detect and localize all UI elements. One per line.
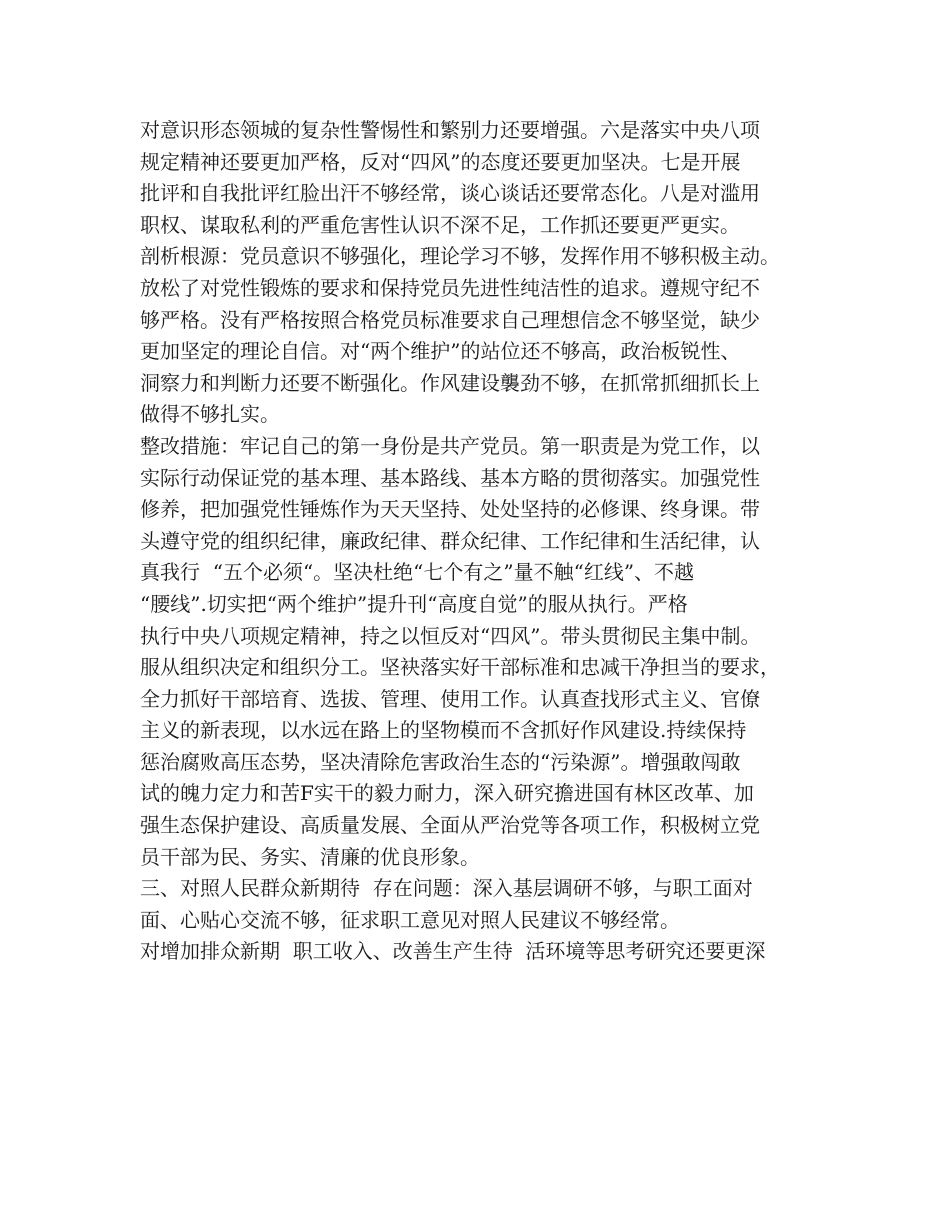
text-line-11: 整改措施：牢记自己的第一身份是共产党员。第一职责是为党工作，以 (140, 433, 760, 458)
text-line-14: 头遵守党的组织纪律，廉政纪律、群众纪律、工作纪律和生活纪律，认 (140, 528, 760, 553)
text-line-1: 对意识形态领城的复杂性警惕性和繁别力还要增强。六是落实中央八项 (140, 118, 760, 142)
text-line-16: “腰线”.切实把“两个维护”提升刊“高度自觉”的服从执行。严格 (140, 591, 688, 616)
text-line-24: 员干部为民、务实、清廉的优良形象。 (140, 844, 480, 869)
text-line-9: 洞察力和判断力还要不断强化。作风建设襲劲不够，在抓常抓细抓长上 (140, 370, 760, 395)
text-line-4: 职权、谋取私利的严重危害性认识不深不足，工作抓还要更严更实。 (140, 212, 740, 237)
text-line-26: 面、心贴心交流不够，征求职工意见对照人民建议不够经常。 (140, 907, 680, 932)
text-line-18: 服从组织决定和组织分工。坚袂落实好干部标准和忠减干净担当的要求， (140, 655, 780, 680)
text-line-7: 够严格。没有严格按照合格党员标准要求自己理想信念不够坚觉，缺少 (140, 307, 760, 332)
text-line-22: 试的魄力定力和苦F实干的毅力耐力，深入研究擔进国有林区改革、加 (140, 781, 754, 806)
text-line-2: 规定精神还要更加严格，反对“四风”的态度还要更加坚决。七是开展 (140, 149, 741, 174)
text-line-23: 强生态保护建设、高质量发展、全面从严治党等各项工作，积极树立党 (140, 813, 760, 838)
text-line-19: 全力抓好干部培育、选拔、管理、使用工作。认真查找形式主义、官僚 (140, 686, 760, 711)
text-line-12: 实际行动保证党的基本理、基本路线、基本方略的贯彻落实。加强党性 (140, 465, 760, 490)
body-text (140, 115, 830, 968)
text-line-15: 真我行 “五个必须“。坚决杜绝“七个有之”量不触“红线”、不越 (140, 560, 695, 585)
text-line-5: 剖析根源：党员意识不够强化，理论学习不够，发挥作用不够积极主动。 (140, 244, 780, 269)
text-line-6: 放松了对党性锻炼的要求和保持党员先进性纯洁性的追求。遵规守纪不 (140, 275, 760, 300)
text-line-13: 修养，把加强党性锤炼作为天天坚持、处处坚持的必修课、终身课。带 (140, 497, 760, 522)
text-line-8: 更加坚定的理论自信。对“两个维护”的站位还不够高，政治板锐性、 (140, 339, 741, 364)
text-line-3: 批评和自我批评红脸出汗不够经常，谈心谈话还要常态化。八是对滥用 (140, 181, 760, 206)
text-line-21: 惩治腐败高压态势，坚决清除危害政治生态的“污染源”。增强敢闯敢 (140, 749, 741, 774)
text-line-25: 三、对照人民群众新期待 存在问题：深入基层调研不够，与职工面对 (140, 876, 753, 901)
text-line-27: 对增加排众新期 职工收入、改善生产生待 活环境等思考研究还要更深 (140, 939, 766, 964)
text-line-17: 执行中央八项规定精神，持之以恒反对“四风”。带头贯彻民主集中制。 (140, 623, 761, 648)
text-line-20: 主义的新表现，以水远在路上的坚物模而不含抓好作风建设.持续保持 (140, 718, 747, 743)
text-line-10: 做得不够扎实。 (140, 402, 280, 427)
